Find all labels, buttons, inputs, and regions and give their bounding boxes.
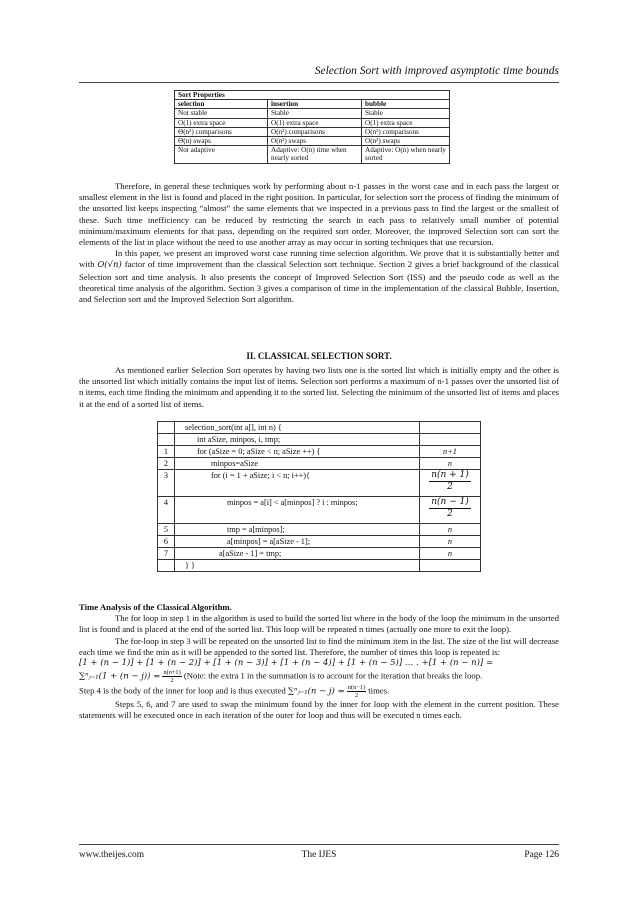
footer-page-number: Page 126 (524, 850, 559, 860)
line-number-cell (158, 422, 175, 434)
table-cell: Adaptive: O(n) time when nearly sorted (268, 146, 362, 163)
line-number: 6 (158, 536, 175, 548)
footer-website-link[interactable]: www.theijes.com (79, 850, 145, 860)
table-cell: O(1) extra space (362, 118, 450, 127)
equation-summation: ∑ⁿⱼ₌₁(1 + (n − j)) = (79, 671, 161, 682)
code-cell: tmp = a[minpos]; (175, 524, 420, 536)
cost-cell (420, 560, 481, 572)
fraction-denominator: 2 (447, 509, 453, 519)
footer-rule (79, 844, 559, 845)
table-cell: Θ(n²) comparisons (175, 127, 268, 136)
analysis-paragraph: The for loop in step 1 in the algorithm is used to build the sorted list where in the body of the loop the minimum in the unsorted list is found and is placed at the end of the sorted list. This loop will be repeated n times (actually one more to exit the loop). (79, 613, 559, 635)
code-row (158, 458, 481, 470)
cost-fraction (429, 470, 471, 493)
table-row (175, 146, 450, 163)
equation-fraction (347, 684, 366, 699)
equation-closed-form (79, 669, 559, 684)
table-cell: O(n²) swaps (268, 137, 362, 146)
intro-section (79, 181, 559, 305)
column-header: bubble (362, 100, 450, 109)
cost-fraction (429, 497, 471, 520)
table-row (175, 118, 450, 127)
analysis-text: times. (368, 685, 390, 696)
code-cell: int aSize, minpos, i, tmp; (175, 434, 420, 446)
cost-cell: n (420, 524, 481, 536)
equation-sum: [1 + (n − 1)] + [1 + (n − 2)] + [1 + (n − 3)] + [1 + (n − 4)] + [1 + (n − 5)] … . +[1 + (n − n)] = (79, 658, 494, 669)
table-cell: O(n²) comparisons (268, 127, 362, 136)
code-cell: a[minpos] = a[aSize - 1]; (175, 536, 420, 548)
footer-journal: The IJES (301, 850, 337, 860)
intro-text: In this paper, we present an improved worst case running time selection algorithm. We prove that it is substantially better and with (79, 248, 559, 270)
table-cell: Adaptive: O(n) when nearly sorted (362, 146, 450, 163)
cost-cell (420, 422, 481, 434)
line-number: 7 (158, 548, 175, 560)
intro-text: factor of time improvement than the classical Selection sort technique. Section 2 gives a brief background of the classical Selection sort and time analysis. It also presents the concept of Improved Selection Sort (ISS) and the pseudo code as well as the theoretical time analysis of the algorithm. Section 3 gives a comparison of time in the implementation of the classical Bubble, Insertion, and Selection sort and the Improved Selection Sort algorithm. (79, 259, 560, 305)
sort-properties-table (174, 90, 450, 164)
table-row (175, 137, 450, 146)
cost-cell (420, 434, 481, 446)
table-cell: O(1) extra space (175, 118, 268, 127)
table-cell: Θ(n) swaps (175, 137, 268, 146)
cost-cell (420, 470, 481, 497)
intro-paragraph-2 (79, 248, 559, 305)
cost-cell: n (420, 458, 481, 470)
table-cell: Not stable (175, 109, 268, 118)
analysis-paragraph: The for-loop in step 3 will be repeated on the unsorted list to find the minimum item in the list. The size of the list will decrease each time we find the min as it will be appended to the sorted list. Therefore, the number of times this loop is repeated is: (79, 635, 559, 657)
fraction-denominator: 2 (170, 677, 174, 685)
column-header: selection (175, 100, 268, 109)
equation-summation: ∑ⁿⱼ₌₁(n − j) = (287, 686, 345, 697)
line-number-cell (158, 560, 175, 572)
table-cell: O(n²) swaps (362, 137, 450, 146)
column-header: insertion (268, 100, 362, 109)
line-number: 2 (158, 458, 175, 470)
cost-cell: n+1 (420, 446, 481, 458)
code-cell: for (i = 1 + aSize; i < n; i++){ (175, 470, 420, 497)
code-row (158, 446, 481, 458)
cost-cell: n (420, 548, 481, 560)
section-body (79, 365, 559, 410)
line-number-cell (158, 434, 175, 446)
fraction-denominator: 2 (447, 482, 453, 492)
section-heading: II. CLASSICAL SELECTION SORT. (246, 351, 392, 361)
table-row (175, 109, 450, 118)
analysis-heading-text: Time Analysis of the Classical Algorithm. (79, 602, 232, 612)
cost-cell: n (420, 536, 481, 548)
code-cell: selection_sort(int a[], int n) { (175, 422, 420, 434)
table-cell: Stable (362, 109, 450, 118)
intro-paragraph: Therefore, in general these techniques work by performing about n-1 passes in the worst case and in each pass the largest or smallest element in the list is found and placed in the right position. In particular, for selection sort the process of finding the minimum of the unsorted list keeps inspecting “almost” the same elements that we inspected in a previous pass to find the largest or the smallest of these. Such time inefficiency can be reduced by restricting the search in each pass to relatively small number of potential minimum/maximum elements for that pass, depending on the required sort order. Moreover, the improved Selection sort can sort the elements of the list in place without the need to use another array as may occur in sorting techniques that use recursion. (79, 181, 559, 248)
table-row (175, 127, 450, 136)
line-number: 5 (158, 524, 175, 536)
equation-note: (Note: the extra 1 in the summation is to account for the iteration that breaks the loop. (183, 670, 483, 681)
code-cell: a[aSize - 1] = tmp; (175, 548, 420, 560)
section-paragraph: As mentioned earlier Selection Sort operates by having two lists one is the sorted list which is initially empty and the other is the unsorted list which initially contains the input list of items. Selection sort performs a maximum of n-1 passes over the unsorted list of n items, each time finding the minimum and appending it to the sorted list. Selecting the minimum of the unsorted list of items and places it at the end of a sorted list of items. (79, 365, 559, 409)
table-cell: Not adaptive (175, 146, 268, 163)
fraction-denominator: 2 (354, 692, 359, 700)
table-caption: Sort Properties (175, 91, 450, 100)
fraction-numerator: n(n + 1) (431, 470, 469, 480)
code-row (158, 497, 481, 524)
line-number: 1 (158, 446, 175, 458)
equation-fraction (162, 669, 181, 684)
code-cell: for (aSize = 0; aSize < n; aSize ++) { (175, 446, 420, 458)
code-row (158, 536, 481, 548)
analysis-paragraph: Steps 5, 6, and 7 are used to swap the minimum found by the inner for loop with the element in the current position. These statements will be executed once in each iteration of the outer for loop and thus will be executed n times each. (79, 699, 559, 721)
line-number: 3 (158, 470, 175, 497)
running-header: Selection Sort with improved asymptotic time bounds (314, 65, 559, 77)
analysis-text: Step 4 is the body of the inner for loop and is thus executed (79, 685, 286, 696)
code-row (158, 470, 481, 497)
fraction-numerator: n(n − 1) (431, 497, 469, 507)
header-rule (79, 82, 559, 83)
table-cell: O(1) extra space (268, 118, 362, 127)
cost-cell (420, 497, 481, 524)
pseudo-code-table (157, 421, 481, 572)
table-cell: Stable (268, 109, 362, 118)
code-cell: minpos = a[i] < a[minpos] ? i : minpos; (175, 497, 420, 524)
fraction-numerator: n(n+1) (163, 669, 181, 677)
code-cell: } } (175, 560, 420, 572)
table-cell: O(n²) comparisons (362, 127, 450, 136)
analysis-section (79, 602, 559, 722)
code-row (158, 548, 481, 560)
code-row (158, 524, 481, 536)
line-number: 4 (158, 497, 175, 524)
code-cell: minpos=aSize (175, 458, 420, 470)
analysis-heading (79, 602, 559, 613)
analysis-paragraph (79, 684, 559, 699)
fraction-numerator: n(n−1) (347, 684, 366, 692)
big-o-expression: O(√n) (97, 260, 122, 271)
